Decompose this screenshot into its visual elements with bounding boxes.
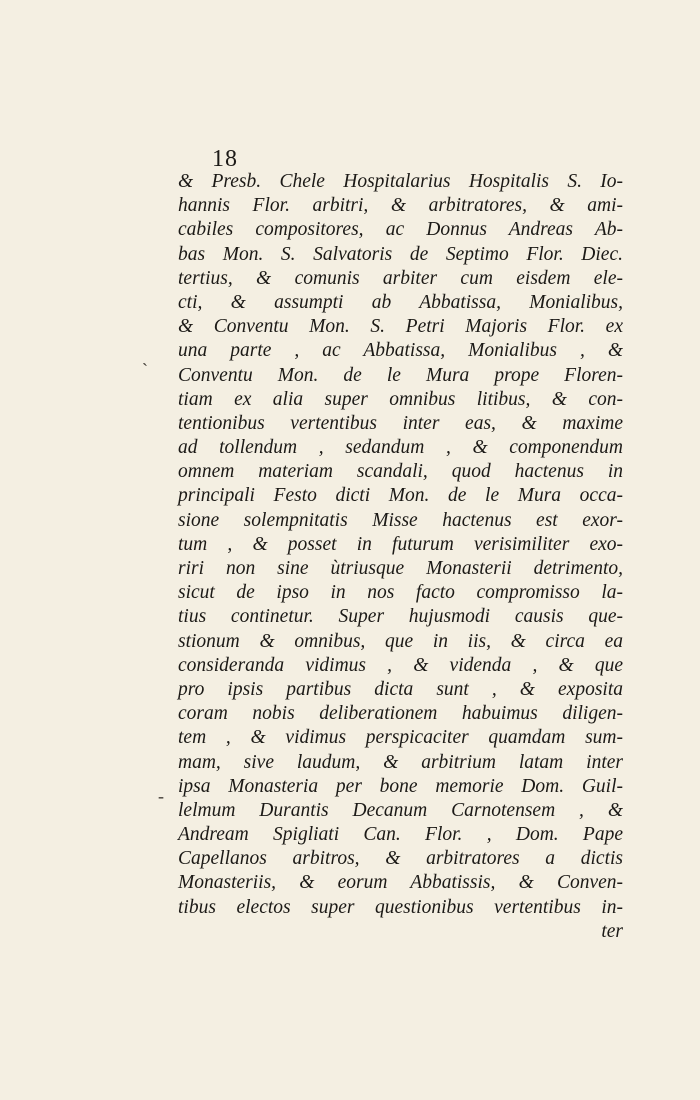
text-line: ad tollendum , sedandum , & componendum [178, 437, 623, 459]
text-line: stionum & omnibus, que in iis, & circa ea [178, 630, 623, 652]
text-line: principali Festo dicti Mon. de le Mura occa- [178, 485, 623, 507]
text-line: bas Mon. S. Salvatoris de Septimo Flor. Diec. [178, 243, 623, 265]
text-line: tiam ex alia super omnibus litibus, & con- [178, 388, 623, 410]
text-line: una parte , ac Abbatissa, Monialibus , & [178, 340, 623, 362]
text-line: lelmum Durantis Decanum Carnotensem , & [178, 799, 623, 821]
margin-mark: - [158, 786, 164, 806]
text-line: hannis Flor. arbitri, & arbitratores, & ami- [178, 195, 623, 217]
text-line: Conventu Mon. de le Mura prope Floren- [178, 364, 623, 386]
text-line: tum , & posset in futurum verisimiliter exo- [178, 533, 623, 555]
page-number: 18 [212, 146, 238, 172]
text-line: tem , & vidimus perspicaciter quamdam sum- [178, 727, 623, 749]
text-line: tertius, & comunis arbiter cum eisdem ele- [178, 267, 623, 289]
text-line: tentionibus vertentibus inter eas, & maxime [178, 412, 623, 434]
text-line: tius continetur. Super hujusmodi causis que- [178, 606, 623, 628]
text-line: pro ipsis partibus dicta sunt , & exposita [178, 678, 623, 700]
text-line: ipsa Monasteria per bone memorie Dom. Guil- [178, 775, 623, 797]
text-line: & Conventu Mon. S. Petri Majoris Flor. ex [178, 316, 623, 338]
text-line: Andream Spigliati Can. Flor. , Dom. Pape [178, 824, 623, 846]
text-line: ter [601, 920, 623, 942]
text-line: Capellanos arbitros, & arbitratores a dictis [178, 848, 623, 870]
text-line: sicut de ipso in nos facto compromisso la- [178, 582, 623, 604]
margin-mark: ` [142, 360, 148, 380]
text-line: & Presb. Chele Hospitalarius Hospitalis S. Io- [178, 171, 623, 192]
body-text [178, 170, 623, 944]
text-line: cti, & assumpti ab Abbatissa, Monialibus, [178, 291, 623, 313]
text-line: coram nobis deliberationem habuimus diligen- [178, 703, 623, 725]
text-line: consideranda vidimus , & videnda , & que [178, 654, 623, 676]
text-line: sione solempnitatis Misse hactenus est exor- [178, 509, 623, 531]
text-line: omnem materiam scandali, quod hactenus in [178, 461, 623, 483]
text-line: Monasteriis, & eorum Abbatissis, & Conven- [178, 872, 623, 894]
text-line: cabiles compositores, ac Donnus Andreas Ab- [178, 219, 623, 241]
text-line: riri non sine ùtriusque Monasterii detrimento, [178, 558, 623, 579]
text-line: tibus electos super questionibus vertentibus in- [178, 896, 623, 918]
text-line: mam, sive laudum, & arbitrium latam inter [178, 751, 623, 773]
